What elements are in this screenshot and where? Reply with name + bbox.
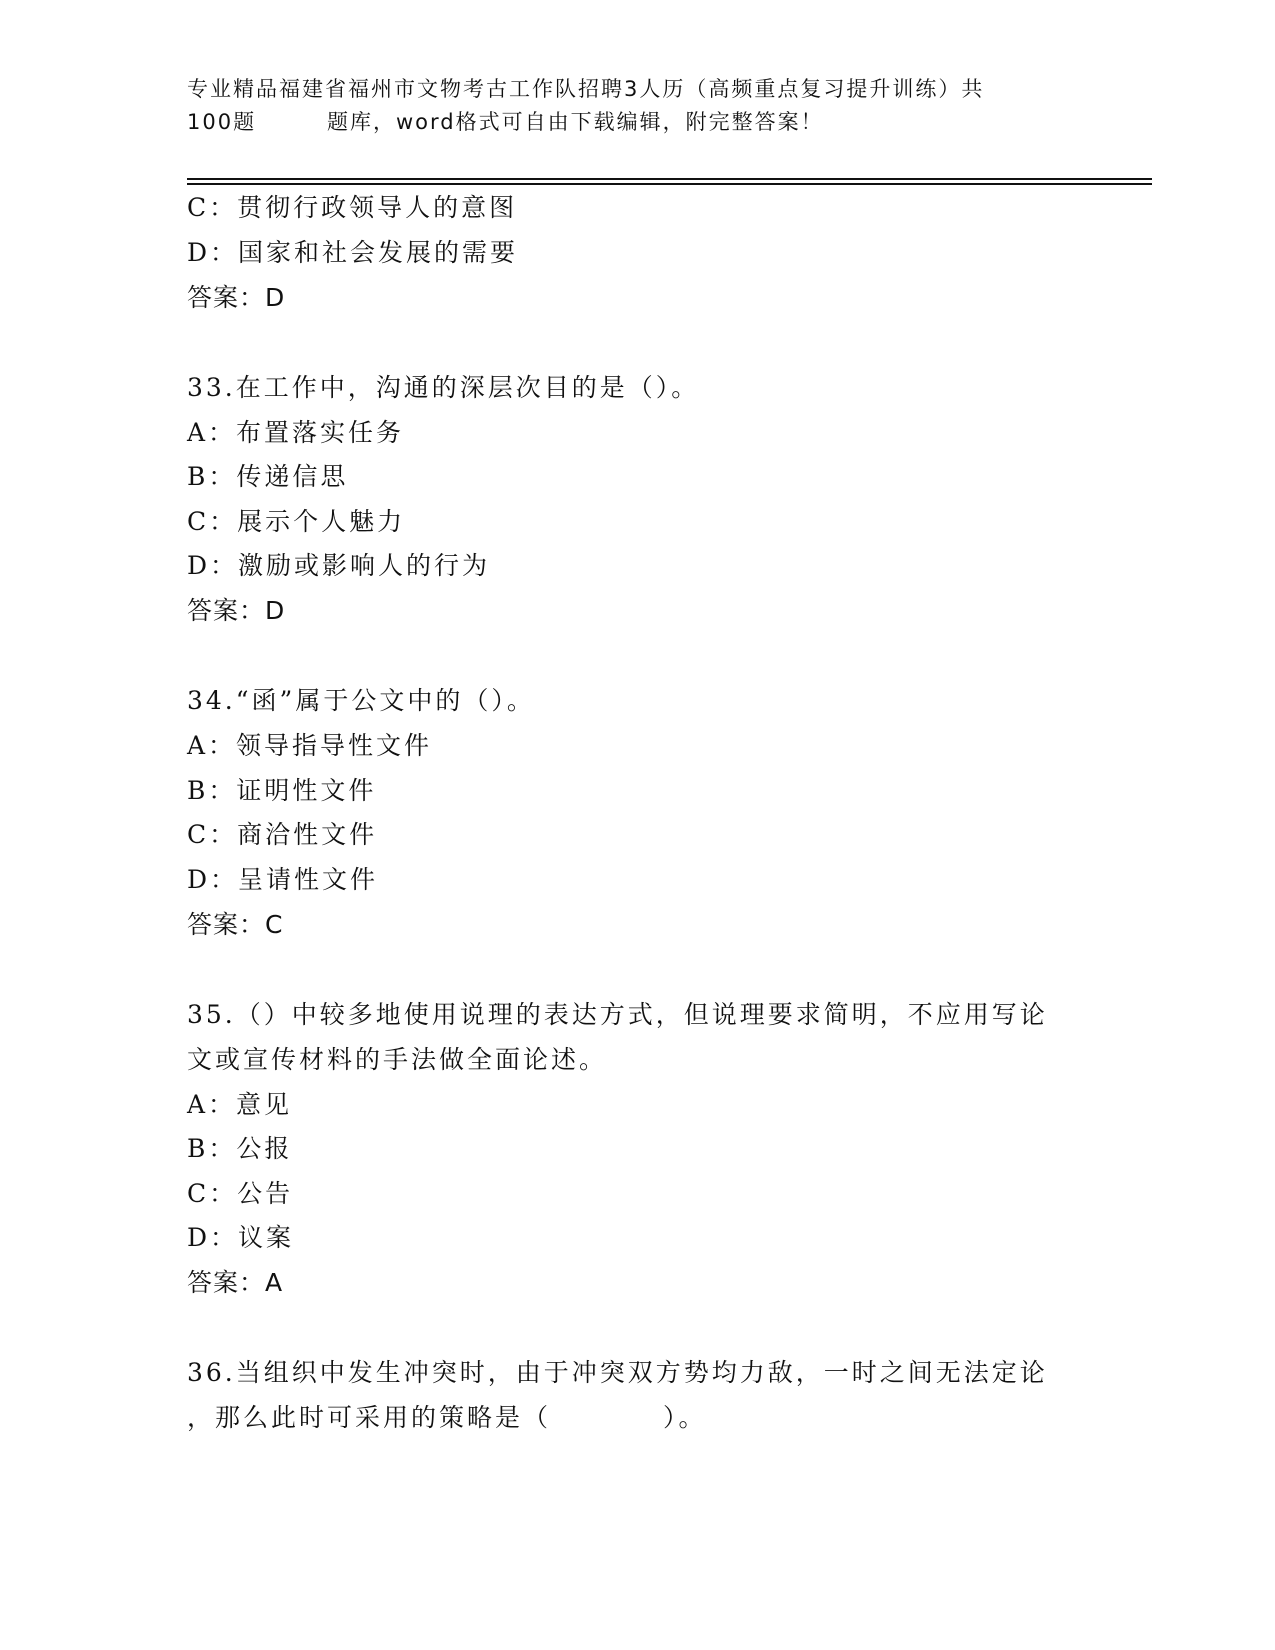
question-stem: 34.“函”属于公文中的（）。 xyxy=(187,686,535,715)
question-stem: 33.在工作中，沟通的深层次目的是（）。 xyxy=(187,373,700,402)
question-stem-continued: 文或宣传材料的手法做全面论述。 xyxy=(187,1045,608,1074)
option-c: C：贯彻行政领导人的意图 xyxy=(187,193,518,222)
option-c: C：公告 xyxy=(187,1179,294,1208)
header-line-1: 专业精品福建省福州市文物考古工作队招聘3人历（高频重点复习提升训练）共 xyxy=(187,77,985,101)
option-d: D：呈请性文件 xyxy=(187,865,379,894)
option-d: D：议案 xyxy=(187,1223,295,1252)
option-b: B：公报 xyxy=(187,1134,293,1163)
option-a: A：领导指导性文件 xyxy=(187,731,433,760)
header-divider-bottom xyxy=(187,183,1152,185)
header-line-2 xyxy=(187,106,1067,139)
option-a: A：布置落实任务 xyxy=(187,418,405,447)
question-stem: 35.（）中较多地使用说理的表达方式，但说理要求简明，不应用写论 xyxy=(187,1000,1048,1029)
option-c: C：商洽性文件 xyxy=(187,820,378,849)
answer-text: 答案：A xyxy=(187,1268,284,1297)
answer-text: 答案：C xyxy=(187,910,284,939)
option-b: B：传递信思 xyxy=(187,462,349,491)
header-question-count: 100题 xyxy=(187,110,257,134)
header-divider-top xyxy=(187,178,1152,180)
option-d: D：激励或影响人的行为 xyxy=(187,551,491,580)
option-d: D：国家和社会发展的需要 xyxy=(187,238,519,267)
option-b: B：证明性文件 xyxy=(187,776,377,805)
answer-text: 答案：D xyxy=(187,596,286,625)
option-c: C：展示个人魅力 xyxy=(187,507,406,536)
question-stem: 36.当组织中发生冲突时，由于冲突双方势均力敌，一时之间无法定论 xyxy=(187,1358,1048,1387)
option-a: A：意见 xyxy=(187,1090,293,1119)
question-stem-continued: ，那么此时可采用的策略是（ ）。 xyxy=(187,1403,707,1432)
document-header xyxy=(187,73,1067,139)
answer-text: 答案：D xyxy=(187,283,286,312)
header-description: 题库，word格式可自由下载编辑，附完整答案！ xyxy=(327,110,824,134)
